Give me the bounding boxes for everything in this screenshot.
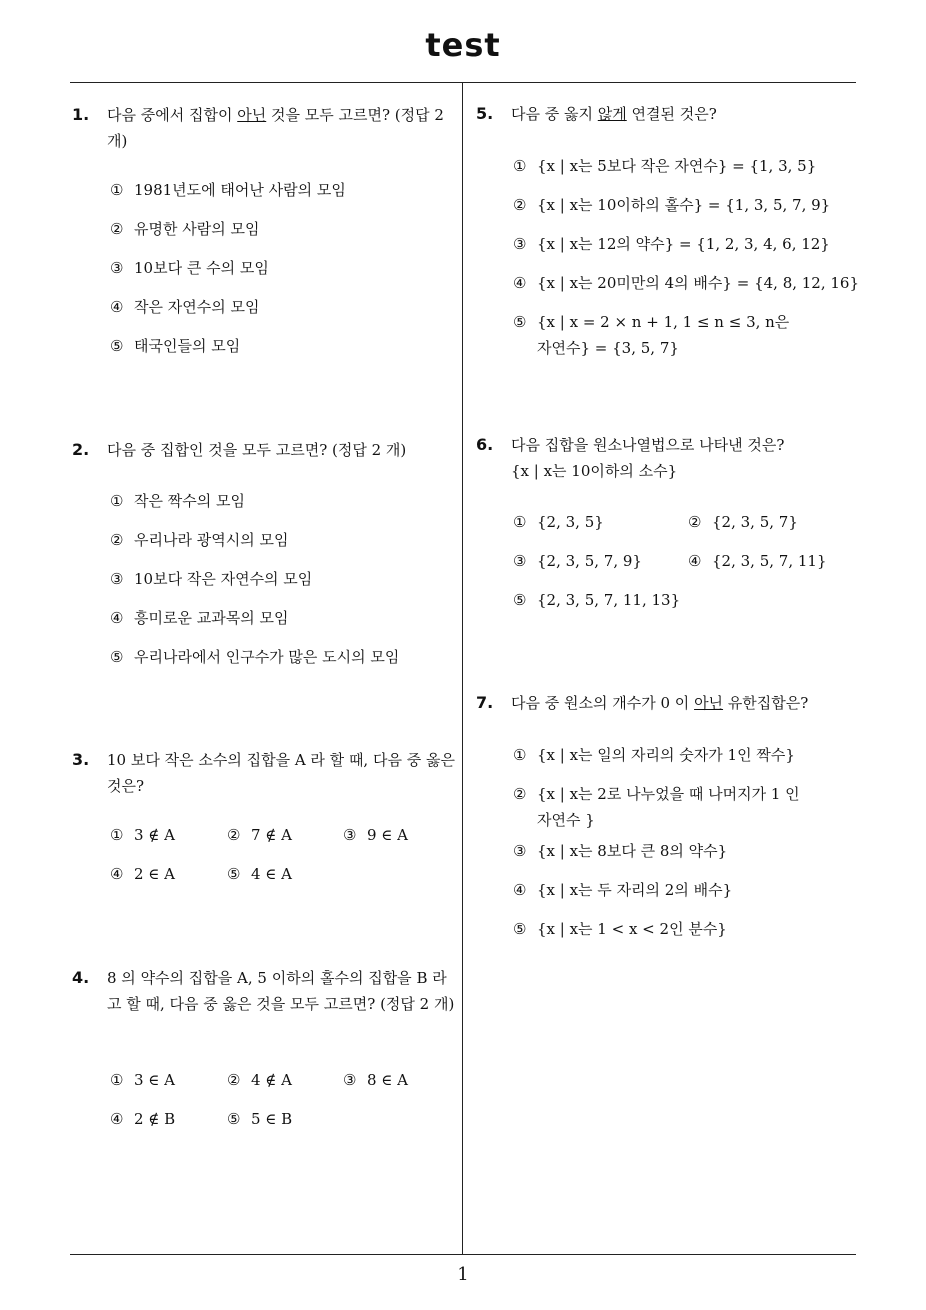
page-number: 1 bbox=[457, 1264, 469, 1285]
column-divider bbox=[462, 83, 463, 1255]
option-2[interactable]: ② 4 ∉ A bbox=[227, 1071, 293, 1089]
question-3 bbox=[72, 747, 457, 799]
option-4[interactable]: ④ 2 ∈ A bbox=[110, 865, 176, 883]
option-1[interactable]: ① {x | x는 일의 자리의 숫자가 1인 짝수} bbox=[513, 746, 795, 764]
option-4[interactable]: ④ {x | x는 두 자리의 2의 배수} bbox=[513, 881, 733, 899]
option-3[interactable]: ③ {x | x는 12의 약수} = {1, 2, 3, 4, 6, 12} bbox=[513, 235, 830, 253]
question-6 bbox=[476, 432, 856, 484]
option-5[interactable]: ⑤ {2, 3, 5, 7, 11, 13} bbox=[513, 591, 681, 609]
question-number: 6. bbox=[476, 435, 494, 454]
question-text: 다음 중 집합인 것을 모두 고르면? (정답 2 개) bbox=[107, 441, 407, 459]
question-2 bbox=[72, 437, 457, 463]
question-number: 5. bbox=[476, 104, 494, 123]
question-number: 4. bbox=[72, 968, 90, 987]
option-2[interactable]: ② 유명한 사람의 모임 bbox=[110, 220, 260, 238]
footer-rule bbox=[70, 1254, 856, 1255]
option-3[interactable]: ③ 10보다 작은 자연수의 모임 bbox=[110, 570, 313, 588]
option-3[interactable]: ③ 10보다 큰 수의 모임 bbox=[110, 259, 269, 277]
option-5[interactable]: ⑤ {x | x = 2 × n + 1, 1 ≤ n ≤ 3, n은 자연수} = {3, 5, 7} bbox=[513, 313, 790, 357]
option-3[interactable]: ③ 8 ∈ A bbox=[343, 1071, 409, 1089]
option-2[interactable]: ② 7 ∉ A bbox=[227, 826, 293, 844]
option-1[interactable]: ① 1981년도에 태어난 사람의 모임 bbox=[110, 181, 346, 199]
option-2[interactable]: ② {2, 3, 5, 7} bbox=[688, 513, 798, 531]
option-3[interactable]: ③ {x | x는 8보다 큰 8의 약수} bbox=[513, 842, 728, 860]
option-4[interactable]: ④ 흥미로운 교과목의 모임 bbox=[110, 609, 289, 627]
option-4[interactable]: ④ 2 ∉ B bbox=[110, 1110, 176, 1128]
question-number: 1. bbox=[72, 105, 90, 124]
question-text: 다음 집합을 원소나열법으로 나타낸 것은? bbox=[511, 436, 785, 454]
option-4[interactable]: ④ {2, 3, 5, 7, 11} bbox=[688, 552, 827, 570]
question-5 bbox=[476, 101, 856, 127]
option-5[interactable]: ⑤ 5 ∈ B bbox=[227, 1110, 293, 1128]
question-text: 다음 중에서 집합이 아닌 것을 모두 고르면? (정답 2 개) bbox=[107, 106, 444, 150]
question-1 bbox=[72, 102, 457, 154]
option-1[interactable]: ① {x | x는 5보다 작은 자연수} = {1, 3, 5} bbox=[513, 157, 817, 175]
question-text: 10 보다 작은 소수의 집합을 A 라 할 때, 다음 중 옳은 것은? bbox=[107, 751, 455, 795]
question-4 bbox=[72, 965, 457, 1017]
option-5[interactable]: ⑤ 태국인들의 모임 bbox=[110, 337, 241, 355]
page-title: test bbox=[425, 26, 501, 64]
option-2[interactable]: ② {x | x는 10이하의 홀수} = {1, 3, 5, 7, 9} bbox=[513, 196, 831, 214]
option-1[interactable]: ① {2, 3, 5} bbox=[513, 513, 604, 531]
option-3[interactable]: ③ {2, 3, 5, 7, 9} bbox=[513, 552, 642, 570]
question-number: 7. bbox=[476, 693, 494, 712]
header-rule bbox=[70, 82, 856, 83]
option-2[interactable]: ② {x | x는 2로 나누었을 때 나머지가 1 인 자연수 } bbox=[513, 785, 800, 829]
option-2[interactable]: ② 우리나라 광역시의 모임 bbox=[110, 531, 289, 549]
question-7 bbox=[476, 690, 856, 716]
option-5[interactable]: ⑤ 4 ∈ A bbox=[227, 865, 293, 883]
option-1[interactable]: ① 작은 짝수의 모임 bbox=[110, 492, 245, 510]
option-1[interactable]: ① 3 ∈ A bbox=[110, 1071, 176, 1089]
option-4[interactable]: ④ {x | x는 20미만의 4의 배수} = {4, 8, 12, 16} bbox=[513, 274, 860, 292]
option-1[interactable]: ① 3 ∉ A bbox=[110, 826, 176, 844]
question-number: 2. bbox=[72, 440, 90, 459]
option-5[interactable]: ⑤ {x | x는 1 < x < 2인 분수} bbox=[513, 920, 727, 938]
option-5[interactable]: ⑤ 우리나라에서 인구수가 많은 도시의 모임 bbox=[110, 648, 400, 666]
question-text: 8 의 약수의 집합을 A, 5 이하의 홀수의 집합을 B 라고 할 때, 다음 중 옳은 것을 모두 고르면? (정답 2 개) bbox=[107, 969, 455, 1013]
question-text: 다음 중 옳지 않게 연결된 것은? bbox=[511, 105, 717, 123]
option-3[interactable]: ③ 9 ∈ A bbox=[343, 826, 409, 844]
question-number: 3. bbox=[72, 750, 90, 769]
question-set: {x | x는 10이하의 소수} bbox=[511, 462, 678, 480]
option-4[interactable]: ④ 작은 자연수의 모임 bbox=[110, 298, 260, 316]
question-text: 다음 중 원소의 개수가 0 이 아닌 유한집합은? bbox=[511, 694, 809, 712]
